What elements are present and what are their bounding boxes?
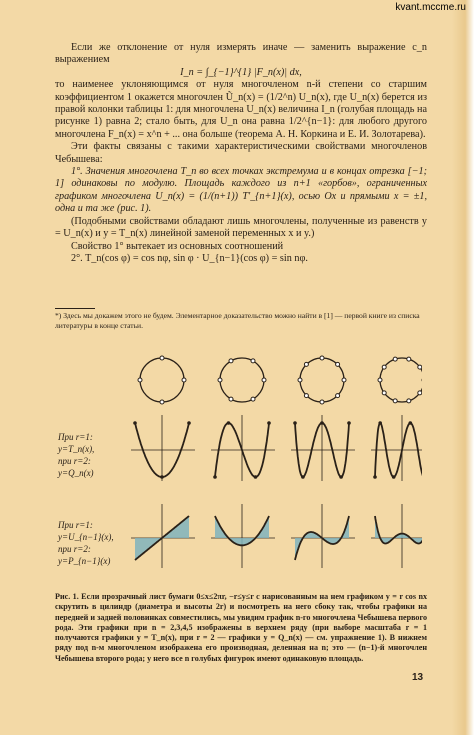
circle-point: [407, 357, 411, 361]
extremum-point: [227, 421, 231, 425]
row2-label-2: y=U_{n−1}(x),: [58, 532, 114, 542]
circle-point: [407, 399, 411, 403]
circle-point: [393, 399, 397, 403]
paragraph-property-1: 1°. Значения многочлена T_n во всех точках экстремума и в концах отрезка [−1; 1] одинаковы по модулю. Площадь каждого из n+1 «горбов», ограниченных графиком многочлена U_n(x) = (1/(n+1)) T′_{n+1}(x), осью Ox и прямыми x = ±1, одна и та же (рис. 1).: [55, 166, 427, 215]
row1-label-4: y=Q_n(x): [58, 468, 94, 478]
extremum-point: [187, 421, 191, 425]
header-url[interactable]: kvant.mccme.ru: [395, 2, 466, 13]
circle-point: [229, 397, 233, 401]
row1-label-2: y=T_n(x),: [58, 444, 95, 454]
circle-n2: [140, 358, 184, 402]
circle-point: [336, 394, 340, 398]
panels: [131, 356, 422, 568]
extremum-point: [267, 421, 271, 425]
circle-point: [393, 357, 397, 361]
footnote-rule: [55, 308, 95, 309]
row2-label-4: y=P_{n−1}(x): [58, 556, 111, 566]
extremum-point: [347, 421, 351, 425]
circle-point: [378, 378, 382, 382]
circle-point: [262, 378, 266, 382]
row1-labels: [57, 432, 94, 478]
circle-point: [382, 391, 386, 395]
paragraph-3: Эти факты связаны с такими характеристическими свойствами многочленов Чебышева:: [55, 141, 427, 165]
figure-caption: Рис. 1. Если прозрачный лист бумаги 0≤x≤2πr, −r≤y≤r с нарисованным на нем графиком y = r cos nx скрутить в цилиндр (диаметра и высоты 2r) и посмотреть на него сбоку так, чтобы графики на передней и задней половинках совместились, мы увидим график n-го многочлена Чебышева первого рода. Эти графики при n = 2,3,4,5 изображены в верхнем ряду (при выборе масштаба r = 1 получаются графики y = T_n(x), при r = 2 — графики y = Q_n(x) — см. упражнение 1). В нижнем ряду под n-м многочленом изображена его производная, деленная на n; это — (n−1)-й многочлен Чебышева второго рода; у него все n голубых фигурок имеют одинаковую площадь.: [55, 592, 427, 663]
extremum-point: [378, 421, 382, 425]
circle-point: [251, 359, 255, 363]
formula-integral: I_n = ∫_{−1}^{1} |F_n(x)| dx,: [180, 66, 302, 78]
circle-point: [418, 365, 422, 369]
extremum-point: [160, 475, 164, 479]
circle-point: [304, 362, 308, 366]
chebyshev-figure: [50, 350, 422, 590]
circle-point: [182, 378, 186, 382]
article-body: [55, 42, 427, 265]
extremum-point: [254, 475, 258, 479]
paragraph-6: Свойство 1° вытекает из основных соотношений: [71, 240, 284, 252]
row1-label-3: при r=2:: [58, 456, 91, 466]
circle-n3: [220, 358, 264, 402]
circle-n5: [380, 358, 422, 402]
circle-point: [304, 394, 308, 398]
circle-point: [418, 391, 422, 395]
paragraph-5: (Подобными свойствами обладают лишь многочлены, полученные из равенств y = U_n(x) и y = T_n(x) линейной заменой переменных x и y.): [55, 215, 427, 240]
row2-label-1: При r=1:: [58, 520, 93, 530]
extremum-point: [392, 475, 396, 479]
row2-label-3: при r=2:: [58, 544, 91, 554]
page-edge: [452, 0, 474, 735]
circle-point: [251, 397, 255, 401]
extremum-point: [213, 475, 217, 479]
circle-point: [138, 378, 142, 382]
blue-area-u4: [375, 516, 422, 544]
circle-point: [160, 400, 164, 404]
circle-point: [342, 378, 346, 382]
circle-point: [382, 365, 386, 369]
circle-point: [336, 362, 340, 366]
row1-label-1: При r=1:: [58, 432, 93, 442]
circle-point: [229, 359, 233, 363]
circle-point: [298, 378, 302, 382]
paragraph-property-2: 2°. T_n(cos φ) = cos nφ, sin φ · U_{n−1}(cos φ) = sin nφ.: [71, 252, 308, 264]
circle-point: [320, 356, 324, 360]
circle-point: [320, 400, 324, 404]
paragraph-2: то наименее уклоняющимся от нуля многочленом n-й степени со старшим коэффициентом 1 окажется многочлен Ũ_n(x) = (1/2^n) U_n(x), где U_n(x) берется из правой колонки таблицы 1: для многочлена U_n(x) величина I_n (голубая площадь на рисунке 1) равна 2; стало быть, для U_n она равна 1/2^{n−1}: для любого другого многочлена F_n(x) = x^n + ... она больше (теорема А. Н. Коркина и Е. И. Золотарева).: [55, 79, 427, 140]
extremum-point: [293, 421, 297, 425]
page-number: 13: [412, 672, 424, 683]
circle-point: [160, 356, 164, 360]
circle-point: [218, 378, 222, 382]
extremum-point: [301, 475, 305, 479]
footnote: *) Здесь мы докажем этого не будем. Элементарное доказательство можно найти в [1] — первой книге из списка литературы в конце статьи.: [55, 311, 420, 330]
extremum-point: [320, 421, 324, 425]
row2-labels: [57, 520, 114, 566]
extremum-point: [133, 421, 137, 425]
extremum-point: [409, 421, 413, 425]
paragraph-1: Если же отклонение от нуля измерять иначе — заменить выражение c_n выражением: [55, 42, 427, 66]
extremum-point: [373, 475, 377, 479]
extremum-point: [339, 475, 343, 479]
